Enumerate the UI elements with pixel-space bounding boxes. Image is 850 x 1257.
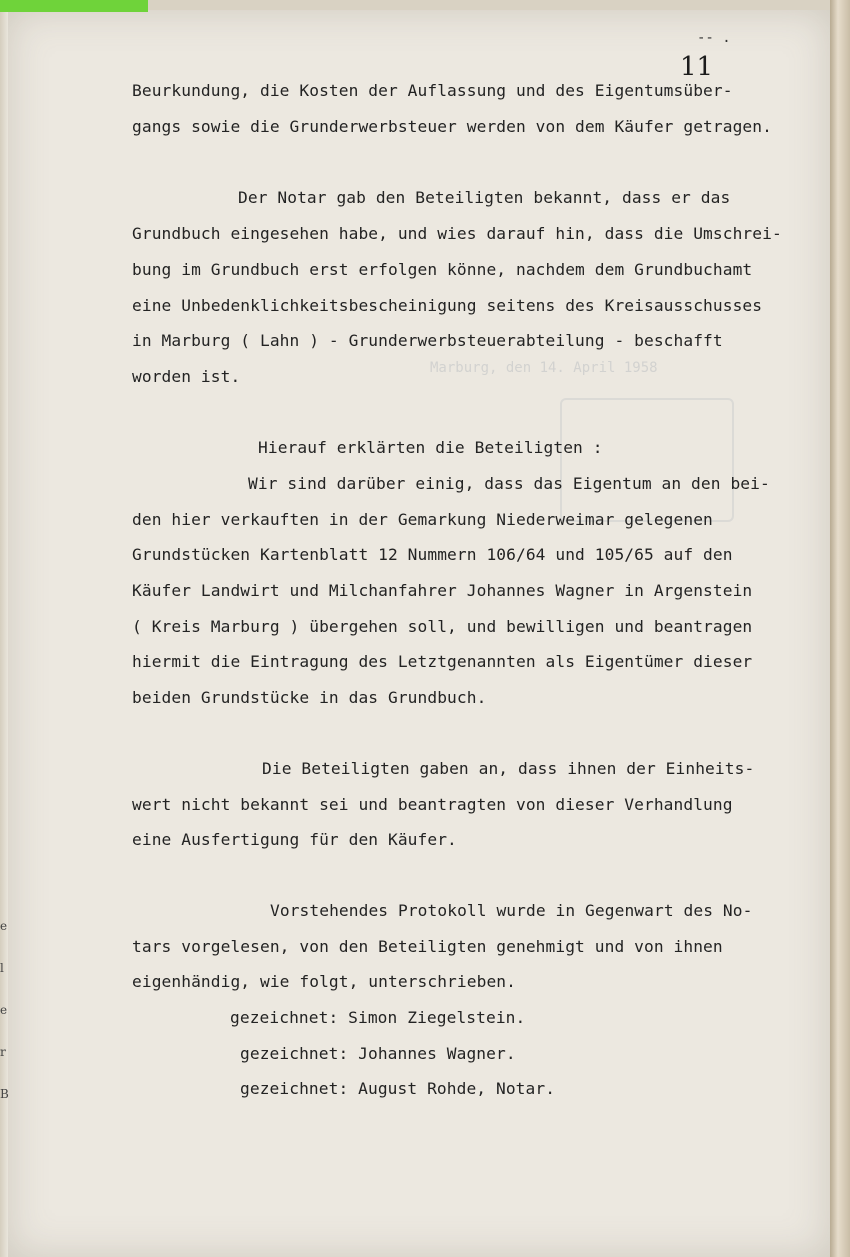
margin-letter: e (0, 1003, 8, 1017)
text-line: bung im Grundbuch erst erfolgen könne, nachdem dem Grundbuchamt (132, 260, 753, 279)
faint-stamp-text: Marburg, den 14. April 1958 (430, 360, 658, 376)
text-line: eine Unbedenklichkeitsbescheinigung seitens des Kreisausschusses (132, 296, 763, 315)
text-line: Der Notar gab den Beteiligten bekannt, dass er das (238, 188, 731, 207)
text-line: Wir sind darüber einig, dass das Eigentum an den bei- (248, 474, 770, 493)
text-line: beiden Grundstücke in das Grundbuch. (132, 688, 487, 707)
margin-letter: e (0, 919, 8, 933)
top-mark: -- . (697, 30, 731, 46)
text-line: Grundstücken Kartenblatt 12 Nummern 106/64 und 105/65 auf den (132, 545, 733, 564)
margin-letter: l (0, 961, 4, 975)
text-line: Käufer Landwirt und Milchanfahrer Johannes Wagner in Argenstein (132, 581, 753, 600)
text-line: Die Beteiligten gaben an, dass ihnen der Einheits- (262, 759, 755, 778)
text-line: Grundbuch eingesehen habe, und wies darauf hin, dass die Umschrei- (132, 224, 782, 243)
text-line: ( Kreis Marburg ) übergehen soll, und bewilligen und beantragen (132, 617, 753, 636)
text-line: in Marburg ( Lahn ) - Grunderwerbsteuerabteilung - beschafft (132, 331, 723, 350)
signature-line: gezeichnet: Simon Ziegelstein. (230, 1008, 526, 1027)
text-line: Hierauf erklärten die Beteiligten : (258, 438, 603, 457)
signature-line: gezeichnet: Johannes Wagner. (240, 1044, 516, 1063)
text-line: den hier verkauften in der Gemarkung Niederweimar gelegenen (132, 510, 713, 529)
green-tab-strip (0, 0, 148, 12)
text-line: Beurkundung, die Kosten der Auflassung und des Eigentumsüber- (132, 81, 733, 100)
right-paper-edge (830, 0, 850, 1257)
signature-line: gezeichnet: August Rohde, Notar. (240, 1079, 556, 1098)
text-line: eine Ausfertigung für den Käufer. (132, 830, 457, 849)
margin-letter: B (0, 1087, 9, 1101)
page-number: 11 (680, 52, 714, 82)
text-line: Vorstehendes Protokoll wurde in Gegenwart des No- (270, 901, 753, 920)
margin-letters (0, 905, 10, 1115)
text-line: worden ist. (132, 367, 241, 386)
text-line: gangs sowie die Grunderwerbsteuer werden von dem Käufer getragen. (132, 117, 772, 136)
faint-stamp-frame (560, 398, 734, 522)
text-line: hiermit die Eintragung des Letztgenannten als Eigentümer dieser (132, 652, 753, 671)
text-line: eigenhändig, wie folgt, unterschrieben. (132, 972, 516, 991)
margin-letter: r (0, 1045, 6, 1059)
text-line: wert nicht bekannt sei und beantragten von dieser Verhandlung (132, 795, 733, 814)
text-line: tars vorgelesen, von den Beteiligten genehmigt und von ihnen (132, 937, 723, 956)
